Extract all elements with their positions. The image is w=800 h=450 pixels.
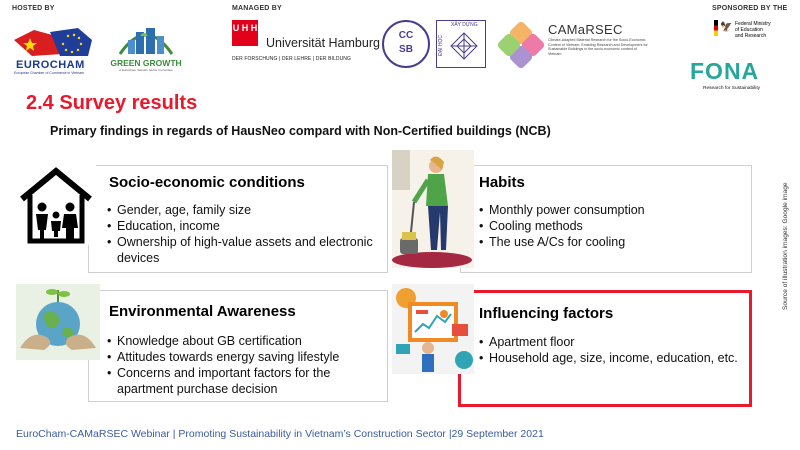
eurocham-flag-icon	[12, 26, 94, 60]
analytics-dashboard-image	[392, 284, 474, 374]
uhh-name: Universität Hamburg	[266, 36, 380, 50]
page-subtitle: Primary findings in regards of HausNeo compard with Non-Certified buildings (NCB)	[50, 124, 551, 138]
list-item: • Concerns and important factors for the apartment purchase decision	[107, 365, 382, 397]
woman-vacuuming-image	[392, 150, 474, 268]
eagle-icon: 🦅	[720, 22, 733, 33]
list-item: • The use A/Cs for cooling	[479, 234, 744, 250]
uhh-box: U H H	[232, 20, 258, 46]
list-item: • Ownership of high-value assets and electronic devices	[107, 234, 377, 266]
green-growth-name: GREEN GROWTH	[110, 58, 182, 68]
camarsec-petal-icon	[496, 20, 546, 70]
list-item: • Gender, age, family size	[107, 202, 377, 218]
card-title: Socio-economic conditions	[109, 174, 305, 191]
earth-in-hands-image	[16, 284, 100, 360]
card-environmental-awareness	[88, 290, 388, 402]
page-title: 2.4 Survey results	[26, 92, 198, 114]
ccsb-line1: CC	[398, 30, 414, 41]
list-item: • Knowledge about GB certification	[107, 333, 382, 349]
fona-subtitle: Research for Sustainability	[703, 86, 761, 91]
card-list	[107, 333, 382, 397]
list-item: • Monthly power consumption	[479, 202, 744, 218]
list-item: • Household age, size, income, education, etc.	[479, 350, 749, 366]
bmbf-line2: of Education	[735, 27, 763, 33]
footer: EuroCham-CAMaRSEC Webinar | Promoting Sustainability in Vietnam’s Construction Sector |29 September 2021	[16, 428, 544, 440]
ccsb-logo	[382, 20, 430, 68]
card-list	[479, 334, 749, 366]
eurocham-subtitle: European Chamber of Commerce in Vietnam	[14, 71, 84, 75]
camarsec-description: Climate-Adapted Material Research for the Socio-Economic Context of Vietnam: Enabling Research and Development for Sustainable Buildings in the socio-economic context of Vietnam	[548, 38, 648, 56]
card-title: Habits	[479, 174, 525, 191]
sponsored-by-label: SPONSORED BY THE	[712, 5, 788, 12]
ccsb-line2: SB	[399, 44, 413, 55]
source-note	[782, 160, 796, 310]
camarsec-logo	[496, 20, 646, 72]
fona-logo: FONA	[690, 58, 760, 84]
card-title: Influencing factors	[479, 305, 614, 322]
card-list	[107, 202, 377, 266]
list-item: • Attitudes towards energy saving lifestyle	[107, 349, 382, 365]
daihoc-text: ĐẠI HỌC	[438, 35, 444, 56]
list-item: • Education, income	[107, 218, 377, 234]
bmbf-line3: and Research	[735, 33, 767, 39]
green-growth-subtitle: A EuroCham Vietnam Sector Committee	[119, 68, 173, 72]
bmbf-line1: Federal Ministry	[735, 21, 771, 27]
bmbf-name	[735, 21, 771, 39]
camarsec-name: CAMaRSEC	[548, 22, 623, 37]
bmbf-logo	[714, 18, 794, 48]
uhh-logo	[232, 20, 380, 70]
green-growth-logo	[110, 22, 180, 78]
xaydung-logo	[436, 20, 486, 68]
hosted-by-label: HOSTED BY	[12, 5, 55, 12]
xaydung-text: XÂY DỰNG	[451, 22, 478, 28]
list-item: • Apartment floor	[479, 334, 749, 350]
german-flag-icon	[714, 20, 718, 36]
eurocham-name: EUROCHAM	[16, 59, 85, 71]
card-habits	[460, 165, 752, 273]
list-item: • Cooling methods	[479, 218, 744, 234]
card-title: Environmental Awareness	[109, 303, 296, 320]
green-building-icon	[110, 22, 182, 58]
card-list	[479, 202, 744, 250]
card-socio-economic	[88, 165, 388, 273]
source-note-text: Source of illustration images: Google image	[782, 182, 789, 310]
family-house-icon	[16, 165, 96, 245]
card-influencing-factors	[458, 290, 752, 407]
uhh-tagline: DER FORSCHUNG | DER LEHRE | DER BILDUNG	[232, 56, 352, 62]
managed-by-label: MANAGED BY	[232, 5, 282, 12]
eurocham-logo	[12, 26, 92, 74]
building-lattice-icon	[449, 31, 479, 63]
